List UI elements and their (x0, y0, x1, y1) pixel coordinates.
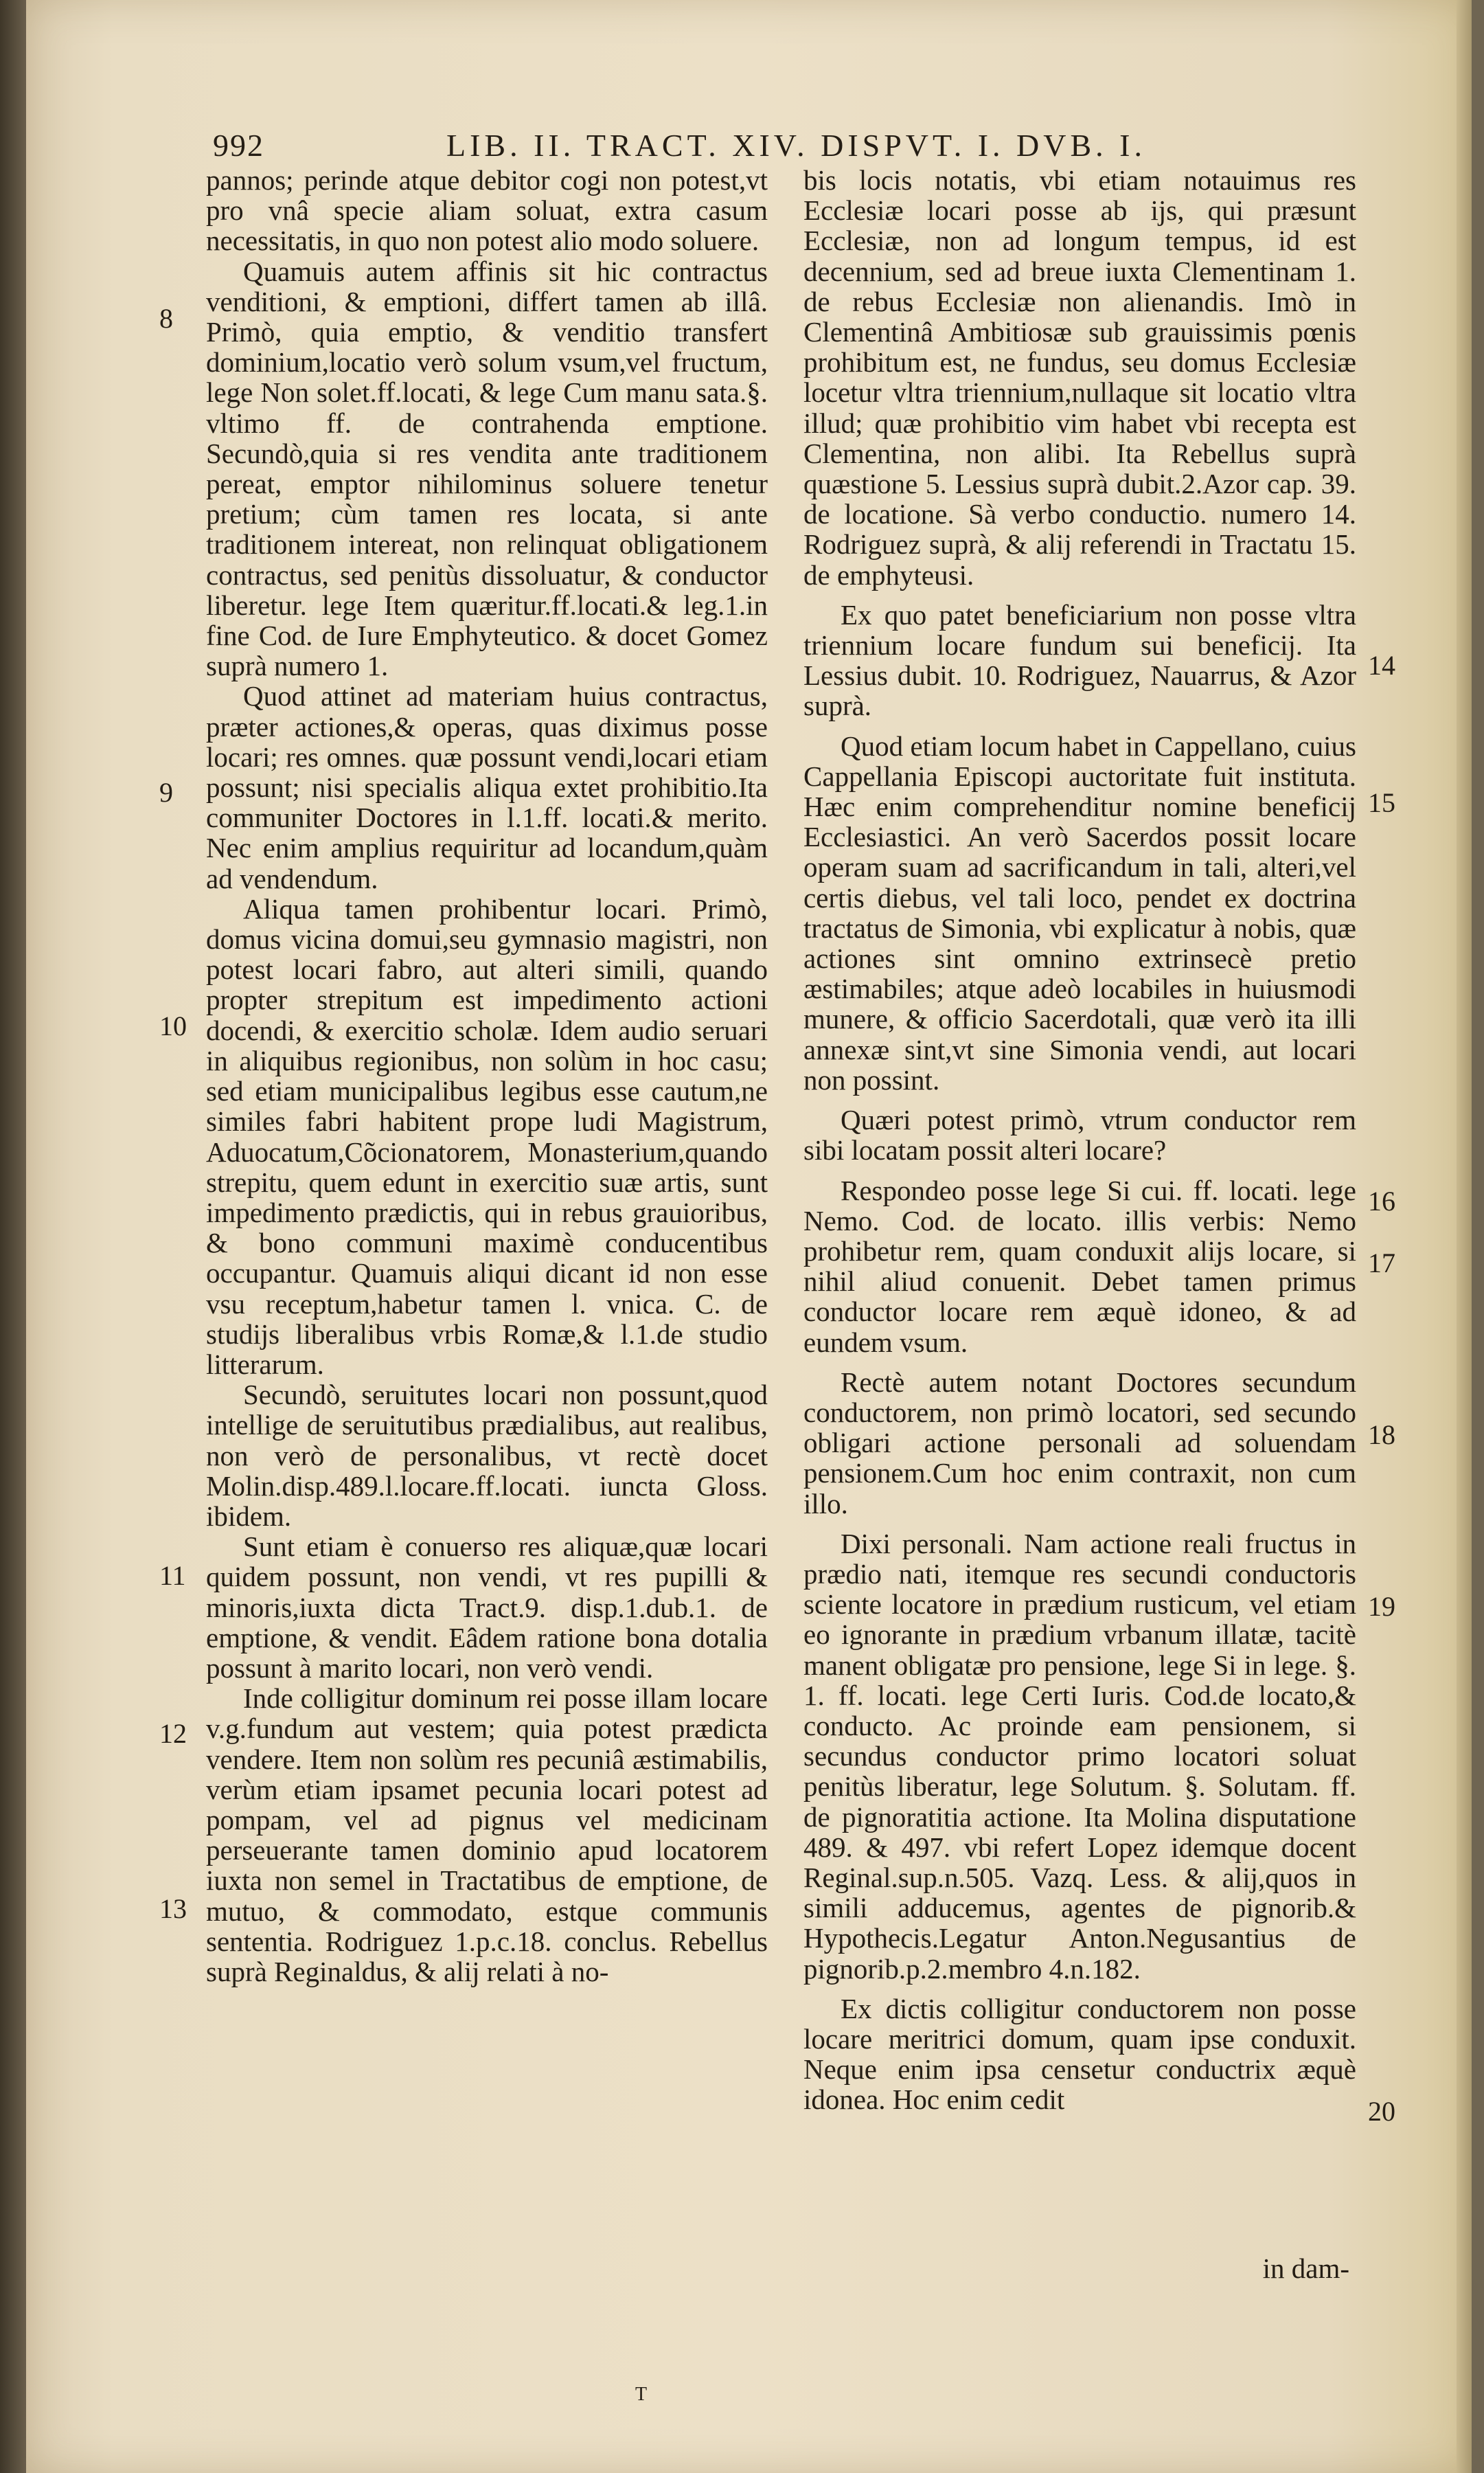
margin-number: 19 (1368, 1591, 1395, 1622)
paragraph: Inde colligitur dominum rei posse illam locare v.g.fundum aut vestem; quia potest prædicta vendere. Item non solùm res pecuniâ æstimabilis, verùm etiam ipsamet pecunia locari potest ad pompam, vel ad pignus vel medicinam perseuerante tamen dominio apud locatorem iuxta non semel in Tractatibus de emptione, de mutuo, & commodato, estque communis sententia. Rodriguez 1.p.c.18. conclus. Rebellus suprà Reginaldus, & alij relati à no- (206, 1682, 768, 1987)
running-title: LIB. II. TRACT. XIV. DISPVT. I. DVB. I. (446, 128, 1146, 163)
margin-number: 9 (159, 777, 173, 808)
margin-number: 18 (1368, 1419, 1395, 1450)
margin-number: 14 (1368, 650, 1395, 681)
signature-mark: T (635, 2384, 648, 2405)
margin-number: 13 (159, 1893, 187, 1924)
paragraph: Quod attinet ad materiam huius contractus, præter actiones,& operas, quas diximus posse locari; res omnes. quæ possunt vendi,locari etiam possunt; nisi specialis aliqua extet prohibitio.Ita communiter Doctores in l.1.ff. locati.& merito. Nec enim amplius requiritur ad locandum,quàm ad vendendum. (206, 680, 768, 894)
page-edge (1457, 0, 1472, 2473)
paragraph: pannos; perinde atque debitor cogi non potest,vt pro vnâ specie aliam soluat, extra casum necessitatis, in quo non potest alio modo soluere. (206, 164, 768, 257)
paragraph: Secundò, seruitutes locari non possunt,quod intellige de seruitutibus prædialibus, aut realibus, non verò de personalibus, vt rectè docet Molin.disp.489.l.locare.ff.locati. iuncta Gloss. ibidem. (206, 1379, 768, 1532)
paragraph: Ex dictis colligitur conductorem non posse locare meritrici domum, quam ipse conduxit. Neque enim ipsa censetur conductrix æquè idonea. Hoc enim cedit (803, 1992, 1356, 2116)
margin-number: 17 (1368, 1247, 1395, 1278)
catchword: in dam- (1262, 2252, 1349, 2284)
running-header (213, 127, 1284, 168)
paragraph: Ex quo patet beneficiarium non posse vltra triennium locare fundum sui beneficij. Ita Lessius dubit. 10. Rodriguez, Nauarrus, & Azor suprà. (803, 598, 1356, 722)
paragraph: Sunt etiam è conuerso res aliquæ,quæ locari quidem possunt, non vendi, vt res pupilli & minoris,iuxta dicta Tract.9. disp.1.dub.1. de emptione, & vendit. Eâdem ratione bona dotalia possunt à marito locari, non verò vendi. (206, 1531, 768, 1684)
margin-number: 20 (1368, 2096, 1395, 2127)
margin-number: 10 (159, 1010, 187, 1041)
page-number: 992 (213, 128, 264, 163)
margin-number: 12 (159, 1718, 187, 1749)
paragraph: Respondeo posse lege Si cui. ff. locati. lege Nemo. Cod. de locato. illis verbis: Nemo prohibetur rem, quam conduxit alijs locare, si nihil aliud conuenit. Debet tamen primus conductor locare rem æquè idoneo, & ad eundem vsum. (803, 1174, 1356, 1358)
margin-number: 15 (1368, 787, 1395, 818)
paragraph: Dixi personali. Nam actione reali fructus in prædio nati, itemque res secundi conductoris sciente locatore in prædium rusticum, vel etiam eo ignorante in prædium vrbanum illatæ, tacitè manent obligatæ pro pensione, lege Si in lege. §. 1. ff. locati. lege Certi Iuris. Cod.de locato,& conducto. Ac proinde eam pensionem, si secundus conductor primo locatori soluat penitùs liberatur, lege Solutum. §. Solutam. ff. de pignoratitia actione. Ita Molina disputatione 489. & 497. vbi refert Lopez idemque docent Reginal.sup.n.505. Vazq. Less. & alij,quos in simili adducemus, agentes de pignorib.& Hypothecis.Legatur Anton.Negusantius de pignorib.p.2.membro 4.n.182. (803, 1527, 1356, 1985)
right-column (803, 165, 1356, 2115)
margin-number: 11 (159, 1560, 186, 1591)
margin-number: 8 (159, 303, 173, 334)
margin-number: 16 (1368, 1186, 1395, 1217)
paragraph: Quæri potest primò, vtrum conductor rem sibi locatam possit alteri locare? (803, 1104, 1356, 1166)
paragraph: Aliqua tamen prohibentur locari. Primò, domus vicina domui,seu gymnasio magistri, non potest locari fabro, aut alteri simili, quando propter strepitum est impedimento actioni docendi, & exercitio scholæ. Idem audio seruari in aliquibus regionibus, non solùm in hoc casu; sed etiam municipalibus legibus esse cautum,ne similes fabri habitent prope ludi Magistrum, Aduocatum,Cõcionatorem, Monasterium,quando strepitu, quem edunt in exercitio suæ artis, sunt impedimento prædictis, qui in rebus grauioribus, & bono communi maximè conducentibus occupantur. Quamuis aliqui dicant id non esse vsu receptum,habetur tamen l. vnica. C. de studijs liberalibus vrbis Romæ,& l.1.de studio litterarum. (206, 892, 768, 1380)
paragraph: Rectè autem notant Doctores secundum conductorem, non primò locatori, sed secundo obligari actione personali ad soluendam pensionem.Cum hoc enim contraxit, non cum illo. (803, 1366, 1356, 1520)
paragraph: Quamuis autem affinis sit hic contractus venditioni, & emptioni, differt tamen ab illâ. Primò, quia emptio, & venditio transfert dominium,locatio verò solum vsum,vel fructum, lege Non solet.ff.locati, & lege Cum manu sata.§. vltimo ff. de contrahenda emptione. Secundò,quia si res vendita ante traditionem pereat, emptor nihilominus soluere tenetur pretium; cùm tamen res locata, si ante traditionem intereat, non relinquat obligationem contractus, sed penitùs dissoluatur, & conductor liberetur. lege Item quæritur.ff.locati.& leg.1.in fine Cod. de Iure Emphyteutico. & docet Gomez suprà numero 1. (206, 255, 768, 682)
left-column (206, 165, 768, 1987)
paragraph: bis locis notatis, vbi etiam notauimus res Ecclesiæ locari posse ab ijs, qui præsunt Ecclesiæ, non ad longum tempus, id est decennium, sed ad breue iuxta Clementinam 1. de rebus Ecclesiæ non alienandis. Imò in Clementinâ Ambitiosæ sub grauissimis pœnis prohibitum est, ne fundus, seu domus Ecclesiæ locetur vltra triennium,nullaque sit locatio vltra illud; quæ prohibitio vim habet vbi recepta est Clementina, non alibi. Ita Rebellus suprà quæstione 5. Lessius suprà dubit.2.Azor cap. 39. de locatione. Sà verbo conductio. numero 14. Rodriguez suprà, & alij referendi in Tractatu 15. de emphyteusi. (803, 164, 1356, 591)
paragraph: Quod etiam locum habet in Cappellano, cuius Cappellania Episcopi auctoritate fuit instituta. Hæc enim comprehenditur nomine beneficij Ecclesiastici. An verò Sacerdos possit locare operam suam ad sacrificandum in tali, alteri,vel certis diebus, vel tali loco, pendet ex doctrina tractatus de Simonia, vbi explicatur à nobis, quæ actiones sint omnino extrinsecè pretio æstimabiles; atque adeò locabiles in huiusmodi munere, & officio Sacerdotali, quæ verò ita illi annexæ sint,vt sine Simonia vendi, aut locari non possint. (803, 730, 1356, 1096)
